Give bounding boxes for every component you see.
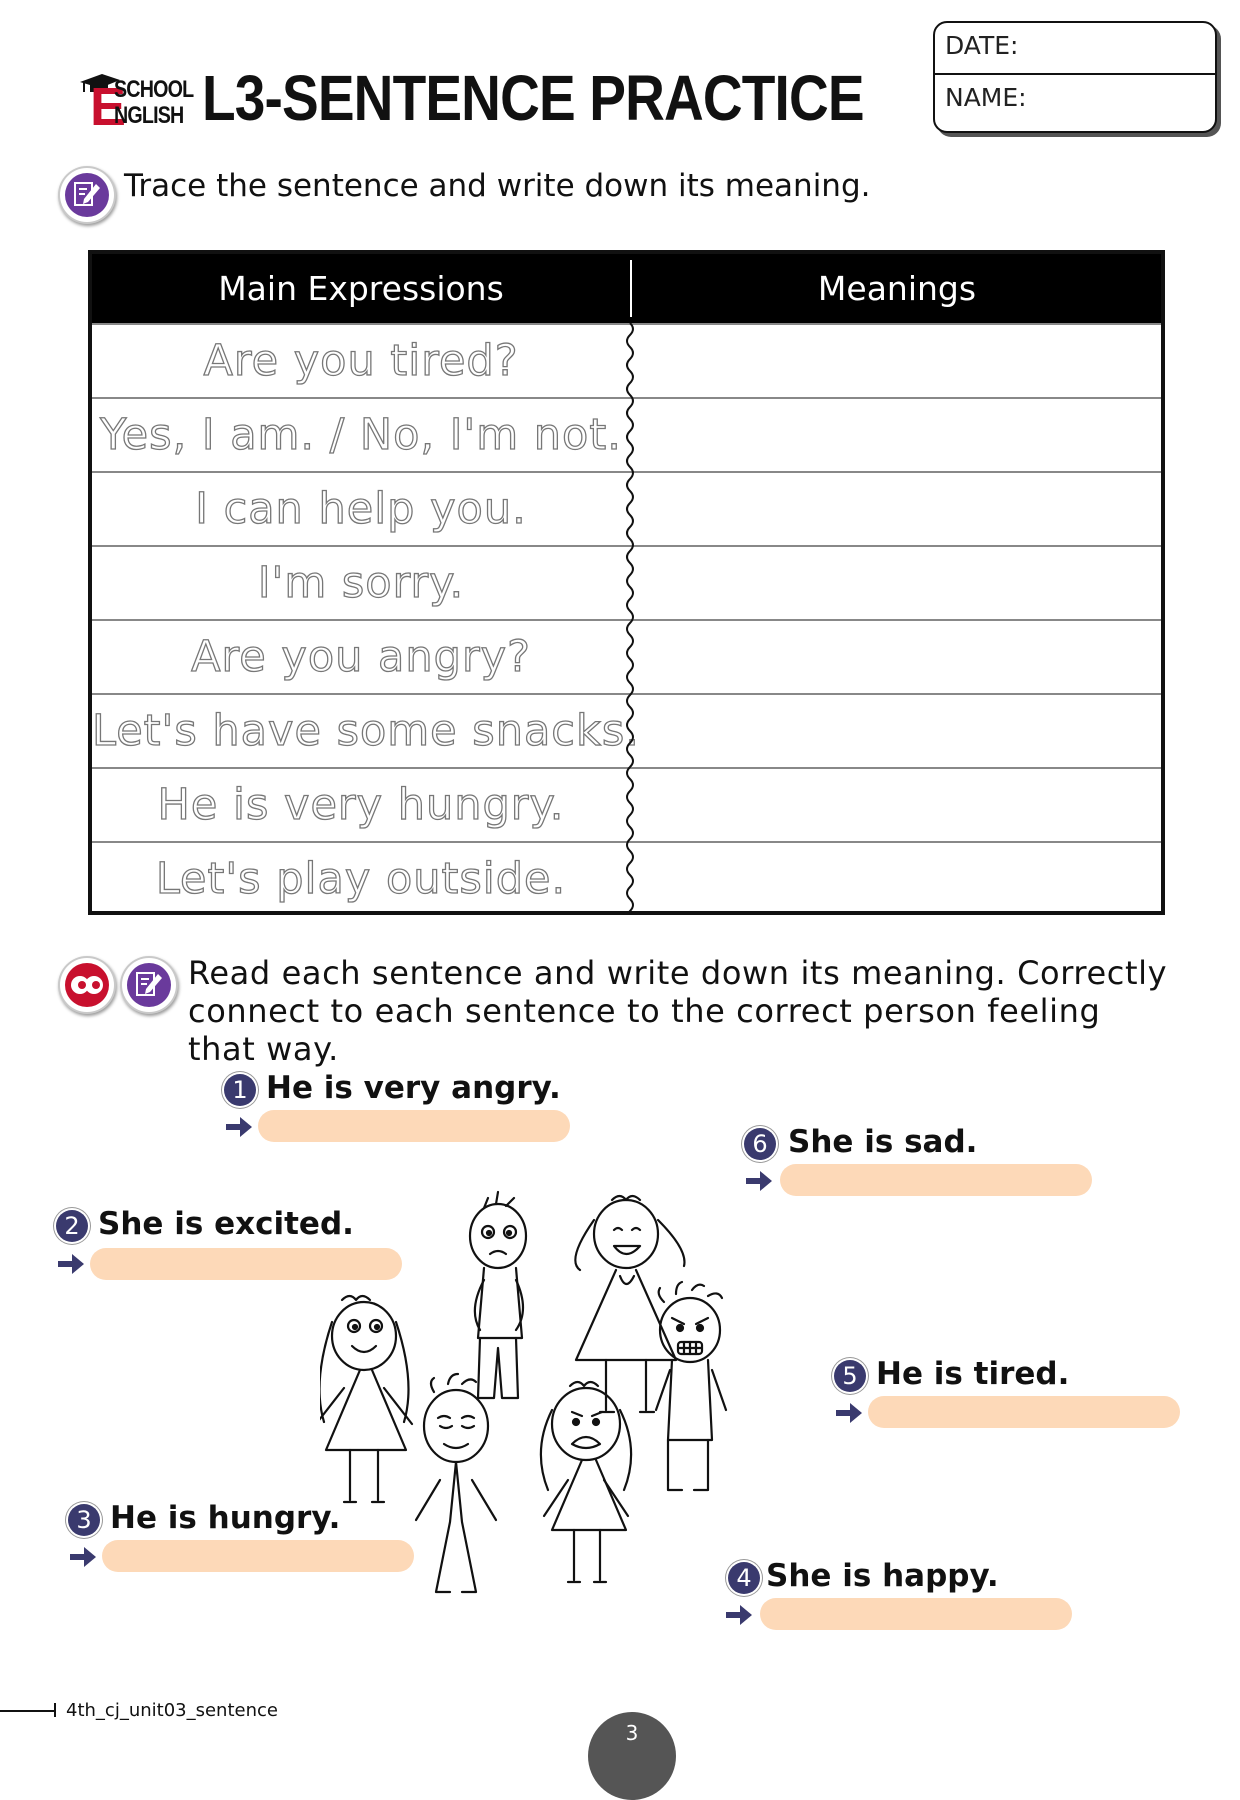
happy-girl-figure <box>320 1296 412 1502</box>
read-activity-icon <box>60 958 114 1012</box>
trace-sentence: Let's play outside. <box>155 854 567 904</box>
sentence-text: She is excited. <box>98 1206 354 1242</box>
footer-rule <box>0 1710 56 1712</box>
excited-girl-figure <box>575 1196 684 1412</box>
answer-blank[interactable] <box>258 1110 570 1142</box>
write-activity-icon <box>122 958 176 1012</box>
trace-sentence: I can help you. <box>195 484 527 534</box>
instruction-trace: Trace the sentence and write down its meaning. <box>124 168 871 204</box>
sentence-text: She is happy. <box>766 1558 999 1594</box>
answer-blank[interactable] <box>868 1396 1180 1428</box>
sentence-text: He is very angry. <box>266 1070 561 1106</box>
footer-file-label: 4th_cj_unit03_sentence <box>66 1700 278 1721</box>
trace-sentence: He is very hungry. <box>157 780 565 830</box>
logo-letter-e: E <box>90 77 127 137</box>
name-label: NAME: <box>945 83 1027 112</box>
angry-boy-figure <box>656 1282 726 1490</box>
sentence-text: He is hungry. <box>110 1500 341 1536</box>
instruction-read-connect: Read each sentence and write down its meaning. Correctly connect to each sentence to the correct person feeling that way. <box>188 954 1168 1068</box>
item-number-badge: 5 <box>834 1360 866 1392</box>
logo-word-school: SCHOOL <box>114 76 194 103</box>
page-number: 3 <box>588 1712 676 1800</box>
trace-sentence: Let's have some snacks. <box>92 706 640 756</box>
sad-boy-figure <box>470 1192 526 1398</box>
date-label: DATE: <box>945 31 1019 60</box>
item-number-badge: 2 <box>56 1210 88 1242</box>
item-number-badge: 3 <box>68 1504 100 1536</box>
item-number-badge: 6 <box>744 1128 776 1160</box>
pencil-icon <box>72 180 102 210</box>
col-header-meanings: Meanings <box>817 269 977 308</box>
item-number-badge: 1 <box>224 1074 256 1106</box>
trace-sentence: Yes, I am. / No, I'm not. <box>100 410 622 460</box>
logo-word-english: NGLISH <box>114 102 184 129</box>
date-field[interactable] <box>935 23 1215 75</box>
footer-tick <box>54 1703 56 1717</box>
wavy-divider <box>621 323 639 913</box>
sentence-text: She is sad. <box>788 1124 978 1160</box>
expressions-table <box>88 250 1165 915</box>
name-field[interactable] <box>935 75 1215 125</box>
eyes-icon <box>70 972 104 998</box>
arrow-right-icon <box>224 1112 254 1142</box>
item-number-badge: 4 <box>728 1562 760 1594</box>
sentence-text: He is tired. <box>876 1356 1070 1392</box>
trace-sentence: I'm sorry. <box>257 558 465 608</box>
worried-girl-figure <box>541 1382 631 1582</box>
pencil-icon <box>134 970 164 1000</box>
col-header-expressions: Main Expressions <box>218 269 504 308</box>
feelings-characters-illustration <box>320 1190 840 1610</box>
page-title: L3-SENTENCE PRACTICE <box>202 62 864 134</box>
tired-boy-figure <box>416 1374 496 1592</box>
date-name-box <box>933 21 1217 133</box>
school-english-logo <box>78 72 194 137</box>
arrow-right-icon <box>56 1249 86 1279</box>
table-header <box>92 254 1161 323</box>
write-activity-icon <box>60 168 114 222</box>
trace-sentence: Are you tired? <box>203 336 519 386</box>
trace-sentence: Are you angry? <box>191 632 531 682</box>
arrow-right-icon <box>68 1542 98 1572</box>
